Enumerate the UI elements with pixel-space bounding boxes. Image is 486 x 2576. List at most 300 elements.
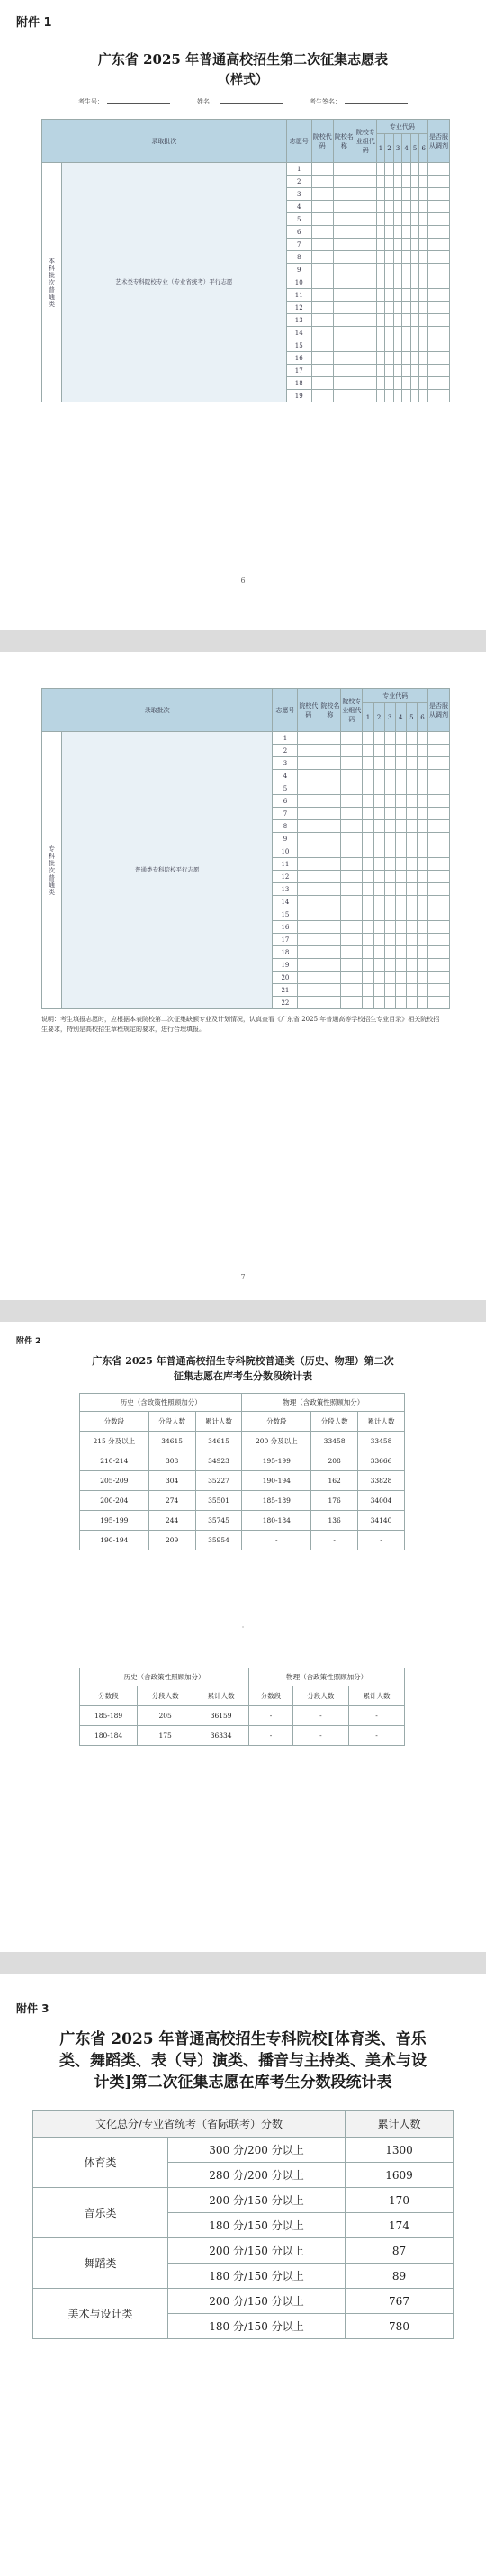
fill-cell[interactable] xyxy=(333,239,355,251)
fill-cell[interactable] xyxy=(417,745,428,757)
fill-cell[interactable] xyxy=(298,795,320,808)
fill-cell[interactable] xyxy=(363,972,374,984)
fill-cell[interactable] xyxy=(376,327,385,339)
fill-cell[interactable] xyxy=(428,770,450,782)
fill-cell[interactable] xyxy=(384,808,395,820)
fill-cell[interactable] xyxy=(311,276,333,289)
fill-cell[interactable] xyxy=(333,327,355,339)
fill-cell[interactable] xyxy=(333,352,355,365)
fill-cell[interactable] xyxy=(406,833,417,845)
fill-cell[interactable] xyxy=(311,239,333,251)
fill-cell[interactable] xyxy=(385,188,394,201)
fill-cell[interactable] xyxy=(406,997,417,1009)
fill-cell[interactable] xyxy=(428,732,450,745)
fill-cell[interactable] xyxy=(355,226,376,239)
fill-cell[interactable] xyxy=(363,984,374,997)
fill-cell[interactable] xyxy=(298,833,320,845)
fill-cell[interactable] xyxy=(341,820,363,833)
fill-cell[interactable] xyxy=(419,302,428,314)
fill-cell[interactable] xyxy=(393,226,402,239)
fill-cell[interactable] xyxy=(417,883,428,896)
fill-cell[interactable] xyxy=(428,921,450,934)
fill-cell[interactable] xyxy=(417,845,428,858)
fill-cell[interactable] xyxy=(374,972,384,984)
fill-cell[interactable] xyxy=(374,984,384,997)
fill-cell[interactable] xyxy=(406,745,417,757)
fill-cell[interactable] xyxy=(376,289,385,302)
fill-cell[interactable] xyxy=(406,883,417,896)
fill-cell[interactable] xyxy=(395,845,406,858)
fill-cell[interactable] xyxy=(419,365,428,377)
fill-cell[interactable] xyxy=(393,327,402,339)
fill-cell[interactable] xyxy=(341,795,363,808)
fill-cell[interactable] xyxy=(384,820,395,833)
fill-cell[interactable] xyxy=(311,327,333,339)
fill-cell[interactable] xyxy=(298,946,320,959)
fill-cell[interactable] xyxy=(419,352,428,365)
fill-cell[interactable] xyxy=(384,972,395,984)
fill-cell[interactable] xyxy=(320,845,341,858)
fill-cell[interactable] xyxy=(406,782,417,795)
fill-cell[interactable] xyxy=(402,339,411,352)
fill-cell[interactable] xyxy=(395,732,406,745)
fill-cell[interactable] xyxy=(376,251,385,264)
fill-cell[interactable] xyxy=(374,997,384,1009)
fill-cell[interactable] xyxy=(384,908,395,921)
fill-cell[interactable] xyxy=(384,984,395,997)
fill-cell[interactable] xyxy=(298,921,320,934)
fill-cell[interactable] xyxy=(410,390,419,402)
fill-cell[interactable] xyxy=(341,908,363,921)
fill-cell[interactable] xyxy=(402,314,411,327)
fill-cell[interactable] xyxy=(333,213,355,226)
fill-cell[interactable] xyxy=(374,896,384,908)
fill-cell[interactable] xyxy=(376,264,385,276)
fill-cell[interactable] xyxy=(376,188,385,201)
fill-cell[interactable] xyxy=(311,251,333,264)
fill-cell[interactable] xyxy=(385,201,394,213)
fill-cell[interactable] xyxy=(298,896,320,908)
fill-cell[interactable] xyxy=(374,795,384,808)
fill-cell[interactable] xyxy=(406,757,417,770)
fill-cell[interactable] xyxy=(428,226,450,239)
fill-cell[interactable] xyxy=(355,352,376,365)
fill-cell[interactable] xyxy=(320,820,341,833)
fill-cell[interactable] xyxy=(363,896,374,908)
fill-cell[interactable] xyxy=(333,163,355,176)
fill-cell[interactable] xyxy=(417,732,428,745)
fill-cell[interactable] xyxy=(320,972,341,984)
fill-cell[interactable] xyxy=(428,163,450,176)
fill-cell[interactable] xyxy=(298,959,320,972)
fill-cell[interactable] xyxy=(393,302,402,314)
fill-cell[interactable] xyxy=(410,377,419,390)
fill-cell[interactable] xyxy=(428,365,450,377)
fill-cell[interactable] xyxy=(376,339,385,352)
fill-cell[interactable] xyxy=(428,908,450,921)
fill-cell[interactable] xyxy=(311,339,333,352)
fill-cell[interactable] xyxy=(298,820,320,833)
fill-cell[interactable] xyxy=(417,782,428,795)
fill-cell[interactable] xyxy=(374,782,384,795)
fill-cell[interactable] xyxy=(385,176,394,188)
fill-cell[interactable] xyxy=(298,782,320,795)
fill-cell[interactable] xyxy=(355,390,376,402)
fill-cell[interactable] xyxy=(428,808,450,820)
fill-cell[interactable] xyxy=(363,858,374,871)
fill-cell[interactable] xyxy=(341,946,363,959)
fill-cell[interactable] xyxy=(384,946,395,959)
fill-cell[interactable] xyxy=(341,972,363,984)
fill-cell[interactable] xyxy=(410,163,419,176)
fill-cell[interactable] xyxy=(374,833,384,845)
fill-cell[interactable] xyxy=(385,327,394,339)
fill-cell[interactable] xyxy=(402,251,411,264)
fill-cell[interactable] xyxy=(428,845,450,858)
fill-cell[interactable] xyxy=(410,365,419,377)
fill-cell[interactable] xyxy=(402,276,411,289)
fill-cell[interactable] xyxy=(395,808,406,820)
fill-cell[interactable] xyxy=(355,213,376,226)
fill-cell[interactable] xyxy=(428,188,450,201)
fill-cell[interactable] xyxy=(376,176,385,188)
fill-cell[interactable] xyxy=(419,327,428,339)
fill-cell[interactable] xyxy=(384,997,395,1009)
fill-cell[interactable] xyxy=(376,213,385,226)
fill-cell[interactable] xyxy=(417,921,428,934)
fill-cell[interactable] xyxy=(374,745,384,757)
fill-cell[interactable] xyxy=(417,908,428,921)
fill-cell[interactable] xyxy=(384,871,395,883)
fill-cell[interactable] xyxy=(385,251,394,264)
fill-cell[interactable] xyxy=(419,377,428,390)
fill-cell[interactable] xyxy=(298,808,320,820)
fill-cell[interactable] xyxy=(384,833,395,845)
fill-cell[interactable] xyxy=(376,226,385,239)
fill-cell[interactable] xyxy=(417,820,428,833)
fill-cell[interactable] xyxy=(393,365,402,377)
fill-cell[interactable] xyxy=(355,302,376,314)
fill-cell[interactable] xyxy=(320,782,341,795)
fill-cell[interactable] xyxy=(410,226,419,239)
fill-cell[interactable] xyxy=(395,745,406,757)
fill-cell[interactable] xyxy=(341,782,363,795)
fill-cell[interactable] xyxy=(428,327,450,339)
fill-cell[interactable] xyxy=(428,782,450,795)
fill-cell[interactable] xyxy=(417,946,428,959)
fill-cell[interactable] xyxy=(419,276,428,289)
fill-cell[interactable] xyxy=(410,339,419,352)
fill-cell[interactable] xyxy=(333,276,355,289)
fill-cell[interactable] xyxy=(406,795,417,808)
fill-cell[interactable] xyxy=(384,858,395,871)
fill-cell[interactable] xyxy=(417,808,428,820)
fill-cell[interactable] xyxy=(320,896,341,908)
fill-cell[interactable] xyxy=(374,770,384,782)
fill-cell[interactable] xyxy=(406,770,417,782)
fill-cell[interactable] xyxy=(363,934,374,946)
fill-cell[interactable] xyxy=(395,782,406,795)
fill-cell[interactable] xyxy=(374,921,384,934)
fill-cell[interactable] xyxy=(402,377,411,390)
fill-cell[interactable] xyxy=(385,226,394,239)
fill-cell[interactable] xyxy=(376,163,385,176)
fill-cell[interactable] xyxy=(428,176,450,188)
fill-cell[interactable] xyxy=(333,289,355,302)
fill-cell[interactable] xyxy=(393,314,402,327)
fill-cell[interactable] xyxy=(402,201,411,213)
fill-cell[interactable] xyxy=(355,239,376,251)
fill-cell[interactable] xyxy=(395,871,406,883)
fill-cell[interactable] xyxy=(393,239,402,251)
fill-cell[interactable] xyxy=(385,339,394,352)
fill-cell[interactable] xyxy=(363,946,374,959)
fill-cell[interactable] xyxy=(402,289,411,302)
fill-cell[interactable] xyxy=(428,820,450,833)
fill-cell[interactable] xyxy=(417,757,428,770)
fill-cell[interactable] xyxy=(384,782,395,795)
fill-cell[interactable] xyxy=(395,984,406,997)
fill-cell[interactable] xyxy=(341,845,363,858)
fill-cell[interactable] xyxy=(311,352,333,365)
fill-cell[interactable] xyxy=(428,239,450,251)
fill-cell[interactable] xyxy=(395,858,406,871)
fill-cell[interactable] xyxy=(384,757,395,770)
fill-cell[interactable] xyxy=(393,390,402,402)
fill-cell[interactable] xyxy=(428,302,450,314)
fill-cell[interactable] xyxy=(355,289,376,302)
fill-cell[interactable] xyxy=(374,934,384,946)
fill-cell[interactable] xyxy=(428,289,450,302)
fill-cell[interactable] xyxy=(384,959,395,972)
fill-cell[interactable] xyxy=(363,921,374,934)
fill-cell[interactable] xyxy=(385,314,394,327)
fill-cell[interactable] xyxy=(393,276,402,289)
fill-cell[interactable] xyxy=(320,770,341,782)
fill-cell[interactable] xyxy=(410,289,419,302)
fill-cell[interactable] xyxy=(298,845,320,858)
fill-cell[interactable] xyxy=(376,302,385,314)
fill-cell[interactable] xyxy=(385,365,394,377)
fill-cell[interactable] xyxy=(419,201,428,213)
fill-cell[interactable] xyxy=(363,745,374,757)
fill-cell[interactable] xyxy=(341,770,363,782)
fill-cell[interactable] xyxy=(311,188,333,201)
fill-cell[interactable] xyxy=(320,833,341,845)
fill-cell[interactable] xyxy=(406,845,417,858)
fill-cell[interactable] xyxy=(333,251,355,264)
fill-cell[interactable] xyxy=(395,921,406,934)
fill-cell[interactable] xyxy=(428,896,450,908)
fill-cell[interactable] xyxy=(298,745,320,757)
fill-cell[interactable] xyxy=(393,264,402,276)
fill-cell[interactable] xyxy=(384,921,395,934)
fill-cell[interactable] xyxy=(376,239,385,251)
fill-cell[interactable] xyxy=(385,163,394,176)
fill-cell[interactable] xyxy=(384,732,395,745)
fill-cell[interactable] xyxy=(393,176,402,188)
fill-cell[interactable] xyxy=(395,833,406,845)
fill-cell[interactable] xyxy=(428,858,450,871)
fill-cell[interactable] xyxy=(333,390,355,402)
fill-cell[interactable] xyxy=(355,251,376,264)
fill-cell[interactable] xyxy=(385,289,394,302)
fill-cell[interactable] xyxy=(395,908,406,921)
fill-cell[interactable] xyxy=(311,377,333,390)
fill-cell[interactable] xyxy=(376,352,385,365)
fill-cell[interactable] xyxy=(341,833,363,845)
fill-cell[interactable] xyxy=(363,833,374,845)
fill-cell[interactable] xyxy=(410,264,419,276)
fill-cell[interactable] xyxy=(311,390,333,402)
fill-cell[interactable] xyxy=(333,201,355,213)
fill-cell[interactable] xyxy=(402,390,411,402)
fill-cell[interactable] xyxy=(385,264,394,276)
fill-cell[interactable] xyxy=(417,959,428,972)
fill-cell[interactable] xyxy=(417,871,428,883)
fill-cell[interactable] xyxy=(428,871,450,883)
fill-cell[interactable] xyxy=(374,757,384,770)
fill-cell[interactable] xyxy=(395,934,406,946)
fill-cell[interactable] xyxy=(395,795,406,808)
fill-cell[interactable] xyxy=(395,997,406,1009)
fill-cell[interactable] xyxy=(311,201,333,213)
fill-cell[interactable] xyxy=(355,365,376,377)
fill-cell[interactable] xyxy=(320,984,341,997)
fill-cell[interactable] xyxy=(374,808,384,820)
fill-cell[interactable] xyxy=(298,997,320,1009)
fill-cell[interactable] xyxy=(428,377,450,390)
fill-cell[interactable] xyxy=(341,808,363,820)
fill-cell[interactable] xyxy=(384,896,395,908)
fill-cell[interactable] xyxy=(410,352,419,365)
fill-cell[interactable] xyxy=(419,176,428,188)
fill-cell[interactable] xyxy=(376,276,385,289)
fill-cell[interactable] xyxy=(419,264,428,276)
fill-cell[interactable] xyxy=(395,820,406,833)
fill-cell[interactable] xyxy=(410,327,419,339)
fill-cell[interactable] xyxy=(428,276,450,289)
fill-cell[interactable] xyxy=(355,377,376,390)
fill-cell[interactable] xyxy=(385,213,394,226)
fill-cell[interactable] xyxy=(341,858,363,871)
fill-cell[interactable] xyxy=(333,377,355,390)
fill-cell[interactable] xyxy=(406,858,417,871)
fill-cell[interactable] xyxy=(402,302,411,314)
fill-cell[interactable] xyxy=(402,264,411,276)
fill-cell[interactable] xyxy=(363,770,374,782)
fill-cell[interactable] xyxy=(333,176,355,188)
fill-cell[interactable] xyxy=(363,845,374,858)
fill-cell[interactable] xyxy=(363,757,374,770)
fill-cell[interactable] xyxy=(333,365,355,377)
fill-cell[interactable] xyxy=(406,946,417,959)
fill-cell[interactable] xyxy=(311,213,333,226)
fill-cell[interactable] xyxy=(363,732,374,745)
fill-cell[interactable] xyxy=(417,896,428,908)
fill-cell[interactable] xyxy=(341,997,363,1009)
fill-cell[interactable] xyxy=(428,959,450,972)
fill-cell[interactable] xyxy=(417,997,428,1009)
fill-cell[interactable] xyxy=(406,732,417,745)
fill-cell[interactable] xyxy=(417,795,428,808)
fill-cell[interactable] xyxy=(298,770,320,782)
fill-cell[interactable] xyxy=(320,934,341,946)
fill-cell[interactable] xyxy=(341,732,363,745)
fill-cell[interactable] xyxy=(406,959,417,972)
fill-cell[interactable] xyxy=(384,795,395,808)
fill-cell[interactable] xyxy=(333,339,355,352)
fill-cell[interactable] xyxy=(406,984,417,997)
fill-cell[interactable] xyxy=(311,163,333,176)
fill-cell[interactable] xyxy=(393,201,402,213)
fill-cell[interactable] xyxy=(410,302,419,314)
fill-cell[interactable] xyxy=(428,251,450,264)
fill-cell[interactable] xyxy=(374,946,384,959)
fill-cell[interactable] xyxy=(320,946,341,959)
fill-cell[interactable] xyxy=(341,871,363,883)
fill-cell[interactable] xyxy=(417,833,428,845)
fill-cell[interactable] xyxy=(417,984,428,997)
fill-cell[interactable] xyxy=(355,176,376,188)
fill-cell[interactable] xyxy=(402,163,411,176)
fill-cell[interactable] xyxy=(298,732,320,745)
fill-cell[interactable] xyxy=(311,365,333,377)
fill-cell[interactable] xyxy=(410,239,419,251)
fill-cell[interactable] xyxy=(428,883,450,896)
fill-cell[interactable] xyxy=(363,808,374,820)
fill-cell[interactable] xyxy=(363,997,374,1009)
fill-cell[interactable] xyxy=(320,808,341,820)
fill-cell[interactable] xyxy=(374,858,384,871)
fill-cell[interactable] xyxy=(355,163,376,176)
fill-cell[interactable] xyxy=(298,984,320,997)
fill-cell[interactable] xyxy=(417,934,428,946)
fill-cell[interactable] xyxy=(395,896,406,908)
fill-cell[interactable] xyxy=(393,188,402,201)
fill-cell[interactable] xyxy=(384,745,395,757)
fill-cell[interactable] xyxy=(406,921,417,934)
fill-cell[interactable] xyxy=(355,339,376,352)
fill-cell[interactable] xyxy=(419,213,428,226)
fill-cell[interactable] xyxy=(406,820,417,833)
fill-cell[interactable] xyxy=(417,770,428,782)
fill-cell[interactable] xyxy=(320,871,341,883)
fill-cell[interactable] xyxy=(402,188,411,201)
fill-cell[interactable] xyxy=(298,908,320,921)
fill-cell[interactable] xyxy=(374,883,384,896)
fill-cell[interactable] xyxy=(406,972,417,984)
fill-cell[interactable] xyxy=(406,896,417,908)
fill-cell[interactable] xyxy=(402,226,411,239)
fill-cell[interactable] xyxy=(406,934,417,946)
fill-cell[interactable] xyxy=(393,377,402,390)
fill-cell[interactable] xyxy=(402,176,411,188)
fill-cell[interactable] xyxy=(428,201,450,213)
fill-cell[interactable] xyxy=(419,226,428,239)
fill-cell[interactable] xyxy=(410,314,419,327)
fill-cell[interactable] xyxy=(395,757,406,770)
fill-cell[interactable] xyxy=(395,883,406,896)
fill-cell[interactable] xyxy=(341,934,363,946)
fill-cell[interactable] xyxy=(384,770,395,782)
fill-cell[interactable] xyxy=(385,276,394,289)
fill-cell[interactable] xyxy=(410,188,419,201)
fill-cell[interactable] xyxy=(419,239,428,251)
fill-cell[interactable] xyxy=(428,745,450,757)
fill-cell[interactable] xyxy=(355,327,376,339)
fill-cell[interactable] xyxy=(363,871,374,883)
